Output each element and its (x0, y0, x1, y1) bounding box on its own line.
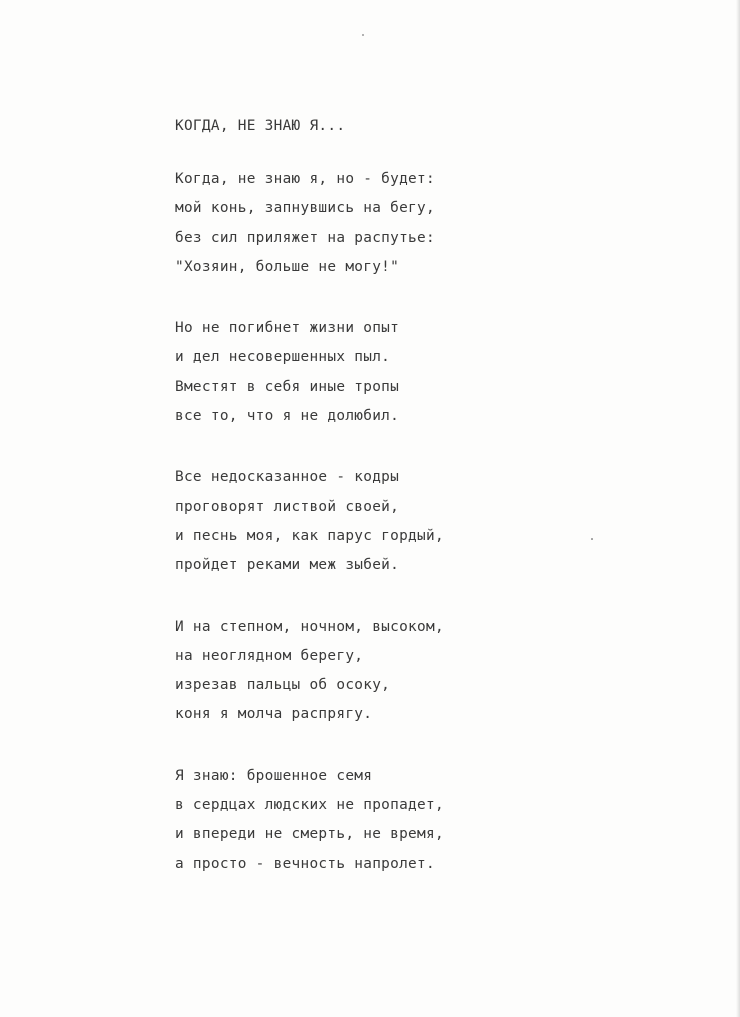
poem-line: без сил приляжет на распутье: (175, 229, 435, 246)
stanza-1 (175, 165, 444, 282)
poem-line: и впереди не смерть, не время, (175, 826, 444, 843)
stanza-5 (175, 762, 444, 879)
poem-line: Когда, не знаю я, но - будет: (175, 171, 435, 187)
paper-edge-shadow (736, 0, 740, 1017)
poem-line: Но не погибнет жизни опыт (175, 320, 400, 337)
poem-line: коня я молча распрягу. (175, 706, 373, 723)
poem-line: и песнь моя, как парус гордый, (175, 527, 444, 544)
poem-line: в сердцах людских не пропадет, (175, 797, 444, 814)
paper-speck (362, 34, 364, 36)
poem-line: проговорят листвой своей, (175, 498, 400, 515)
paper-speck (591, 538, 593, 540)
stanza-4 (175, 613, 444, 730)
poem-line: Я знаю: брошенное семя (175, 767, 373, 784)
poem-line: Вместят в себя иные тропы (175, 378, 400, 395)
poem-line: изрезав пальцы об осоку, (175, 677, 391, 694)
poem-line: мой конь, запнувшись на бегу, (175, 200, 435, 217)
stanza-3 (175, 463, 444, 580)
poem-line: Все недосказанное - кодры (175, 469, 400, 486)
poem-line: все то, что я не долюбил. (175, 408, 400, 425)
poem-title: КОГДА, НЕ ЗНАЮ Я... (175, 118, 346, 134)
poem-line: пройдет реками меж зыбей. (175, 557, 400, 574)
poem-line: И на степном, ночном, высоком, (175, 618, 444, 635)
poem-line: "Хозяин, больше не могу!" (175, 258, 400, 275)
poem-line: на неоглядном берегу, (175, 647, 364, 664)
poem (175, 112, 444, 911)
stanza-2 (175, 314, 444, 431)
poem-line: а просто - вечность напролет. (175, 855, 435, 872)
poem-line: и дел несовершенных пыл. (175, 349, 391, 366)
